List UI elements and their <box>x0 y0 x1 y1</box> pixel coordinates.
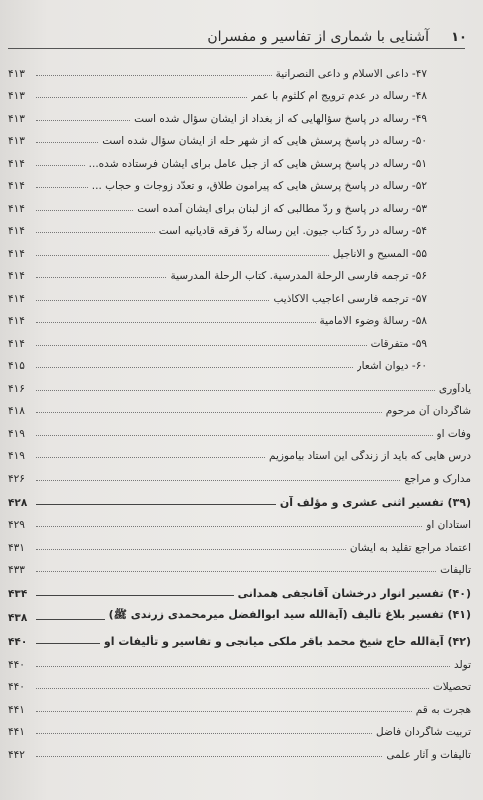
toc-entry-title: استادان او <box>426 519 471 531</box>
toc-entry-title: (۴۰) تفسیر انوار درخشان آقانجفی همدانی <box>237 587 471 600</box>
toc-entry <box>8 57 471 80</box>
running-title: آشنایی با شماری از تفاسیر و مفسران <box>207 29 429 45</box>
table-of-contents <box>8 57 471 761</box>
toc-leader <box>36 232 155 233</box>
toc-entry <box>8 125 471 148</box>
toc-entry-page: ۴۱۸ <box>8 405 25 417</box>
toc-entry <box>8 282 471 305</box>
toc-entry-page: ۴۳۱ <box>8 541 25 554</box>
toc-entry <box>8 624 471 648</box>
toc-entry-page: ۴۱۹ <box>8 450 25 462</box>
toc-entry-title: ۵۹- متفرقات <box>370 337 427 350</box>
toc-leader <box>36 255 329 256</box>
toc-entry <box>8 485 471 509</box>
toc-entry-page: ۴۱۹ <box>8 427 25 440</box>
toc-entry-title: ۵۱- رساله در پاسخ پرسش هایی که از جبل عامل برای ایشان فرستاده شده... <box>88 157 427 170</box>
toc-leader <box>36 549 346 550</box>
toc-leader <box>36 643 100 644</box>
toc-entry-title: ۵۳- رساله در پاسخ و ردّ مطالبی که از لبنان برای ایشان آمده است <box>137 202 427 215</box>
toc-entry-title: ۵۵- المسیح و الاناجیل <box>332 247 427 260</box>
toc-leader <box>36 187 88 188</box>
toc-leader <box>36 322 316 323</box>
toc-entry-page: ۴۱۴ <box>8 225 25 237</box>
toc-leader <box>36 571 436 572</box>
toc-entry-page: ۴۴۱ <box>8 703 25 716</box>
toc-entry-page: ۴۱۴ <box>8 337 25 350</box>
toc-entry-page: ۴۳۳ <box>8 564 25 576</box>
toc-entry <box>8 192 471 215</box>
toc-entry-title: تربیت شاگردان فاضل <box>376 726 471 738</box>
toc-entry-title: یادآوری <box>438 382 471 395</box>
toc-leader <box>36 504 276 505</box>
toc-entry-page: ۴۳۴ <box>8 588 28 600</box>
toc-entry-title: ۶۰- دیوان اشعار <box>356 360 427 372</box>
toc-entry-title: ۴۸- رساله در عدم ترویج ام کلثوم با عمر <box>250 90 427 102</box>
toc-entry-title: اعتماد مراجع تقلید به ایشان <box>349 541 471 554</box>
toc-entry-page: ۴۱۴ <box>8 292 25 305</box>
toc-entry <box>8 305 471 328</box>
toc-entry-title: تألیفات و آثار علمی <box>386 748 471 761</box>
toc-entry <box>8 509 471 532</box>
toc-leader <box>36 210 133 211</box>
toc-entry <box>8 260 471 283</box>
toc-entry-title: (۴۱) تفسیر بلاغ تألیف (آیةالله سید ابوالفضل میرمحمدی زرندی ﷺ) <box>108 608 471 621</box>
toc-entry-page: ۴۴۰ <box>8 681 25 693</box>
toc-leader <box>36 666 450 667</box>
toc-entry-page: ۴۴۰ <box>8 658 25 671</box>
toc-entry <box>8 738 471 761</box>
toc-entry-title: ۵۰- رساله در پاسخ پرسش هایی که از شهر حله از ایشان سؤال شده است <box>102 135 427 147</box>
toc-leader <box>36 412 382 413</box>
toc-entry-title: ۵۷- ترجمه فارسی اعاجیب الاکاذیب <box>273 292 427 305</box>
toc-entry <box>8 102 471 125</box>
toc-entry <box>8 80 471 103</box>
toc-leader <box>36 120 130 121</box>
toc-leader <box>36 711 412 712</box>
toc-leader <box>36 277 166 278</box>
toc-entry <box>8 215 471 238</box>
toc-entry-title: هجرت به قم <box>415 703 471 716</box>
toc-entry <box>8 600 471 624</box>
toc-leader <box>36 367 353 368</box>
toc-entry <box>8 693 471 716</box>
toc-entry-title: ۵۴- رساله در ردّ کتاب جیون. این رساله ردّ فرقه قادیانیه است <box>158 225 427 237</box>
toc-entry-title: (۳۹) تفسیر اثنی عشری و مؤلف آن <box>279 495 471 509</box>
toc-entry <box>8 531 471 554</box>
toc-leader <box>36 457 265 458</box>
toc-entry-page: ۴۱۴ <box>8 157 25 170</box>
toc-entry-page: ۴۱۴ <box>8 202 25 215</box>
toc-entry-title: ۵۶- ترجمه فارسی الرحلة المدرسیة. کتاب الرحلة المدرسیة <box>170 270 427 282</box>
toc-entry-title: ۴۷- داعی الاسلام و داعی النصرانیة <box>275 67 427 80</box>
toc-entry <box>8 716 471 739</box>
toc-entry-page: ۴۱۵ <box>8 360 25 372</box>
toc-entry-page: ۴۲۶ <box>8 472 25 485</box>
toc-leader <box>36 345 367 346</box>
toc-entry <box>8 462 471 485</box>
toc-entry-title: ۴۹- رساله در پاسخ سؤالهایی که از بغداد از ایشان سؤال شده است <box>134 112 427 125</box>
toc-entry <box>8 327 471 350</box>
toc-entry-title: تألیفات <box>440 564 471 576</box>
toc-entry-page: ۴۱۳ <box>8 135 25 147</box>
toc-entry-page: ۴۱۴ <box>8 315 25 327</box>
toc-entry-title: ۵۲- رساله در پاسخ پرسش هایی که پیرامون طلاق، و تعدّد زوجات و حجاب ... <box>91 180 427 192</box>
toc-leader <box>36 435 433 436</box>
toc-entry-page: ۴۱۶ <box>8 382 25 395</box>
toc-entry <box>8 576 471 600</box>
toc-leader <box>36 390 435 391</box>
toc-entry-title: وفات او <box>436 427 471 440</box>
toc-leader <box>36 165 85 166</box>
toc-entry-page: ۴۲۸ <box>8 496 28 509</box>
toc-entry-page: ۴۱۳ <box>8 112 25 125</box>
toc-entry-page: ۴۲۹ <box>8 519 25 531</box>
toc-entry-title: تولد <box>453 658 471 671</box>
toc-entry-page: ۴۴۲ <box>8 748 25 761</box>
toc-leader <box>36 526 422 527</box>
toc-entry <box>8 648 471 671</box>
header-rule <box>8 48 465 49</box>
toc-entry <box>8 170 471 193</box>
toc-entry-title: (۴۲) آیةالله حاج شیخ محمد باقر ملکی میانجی و تفاسیر و تألیفات او <box>103 635 471 648</box>
toc-entry <box>8 237 471 260</box>
toc-leader <box>36 595 234 596</box>
toc-entry <box>8 350 471 373</box>
toc-entry-title: شاگردان آن مرحوم <box>385 405 471 417</box>
toc-entry <box>8 147 471 170</box>
toc-entry-title: درس هایی که باید از زندگی این استاد بیاموزیم <box>268 450 471 462</box>
toc-entry <box>8 671 471 694</box>
toc-entry-page: ۴۳۸ <box>8 612 28 624</box>
toc-leader <box>36 300 269 301</box>
toc-entry-page: ۴۱۴ <box>8 270 25 282</box>
toc-entry <box>8 395 471 418</box>
toc-leader <box>36 619 105 620</box>
toc-entry <box>8 440 471 463</box>
toc-entry <box>8 417 471 440</box>
toc-leader <box>36 97 247 98</box>
toc-entry-page: ۴۱۳ <box>8 67 25 80</box>
running-header <box>207 26 467 48</box>
toc-leader <box>36 733 372 734</box>
toc-leader <box>36 688 429 689</box>
toc-entry <box>8 372 471 395</box>
toc-entry-page: ۴۱۳ <box>8 90 25 102</box>
page-number: ١٠ <box>451 30 467 45</box>
toc-entry-title: تحصیلات <box>432 681 471 693</box>
toc-leader <box>36 142 98 143</box>
toc-leader <box>36 756 382 757</box>
toc-leader <box>36 75 272 76</box>
toc-leader <box>36 480 400 481</box>
toc-entry-page: ۴۱۴ <box>8 180 25 192</box>
toc-entry-title: ۵۸- رسالهٔ وضوء الامامیة <box>319 315 427 327</box>
toc-entry-page: ۴۴۰ <box>8 636 28 648</box>
toc-entry <box>8 554 471 577</box>
toc-entry-title: مدارک و مراجع <box>404 472 471 485</box>
toc-entry-page: ۴۱۴ <box>8 247 25 260</box>
toc-entry-page: ۴۴۱ <box>8 726 25 738</box>
